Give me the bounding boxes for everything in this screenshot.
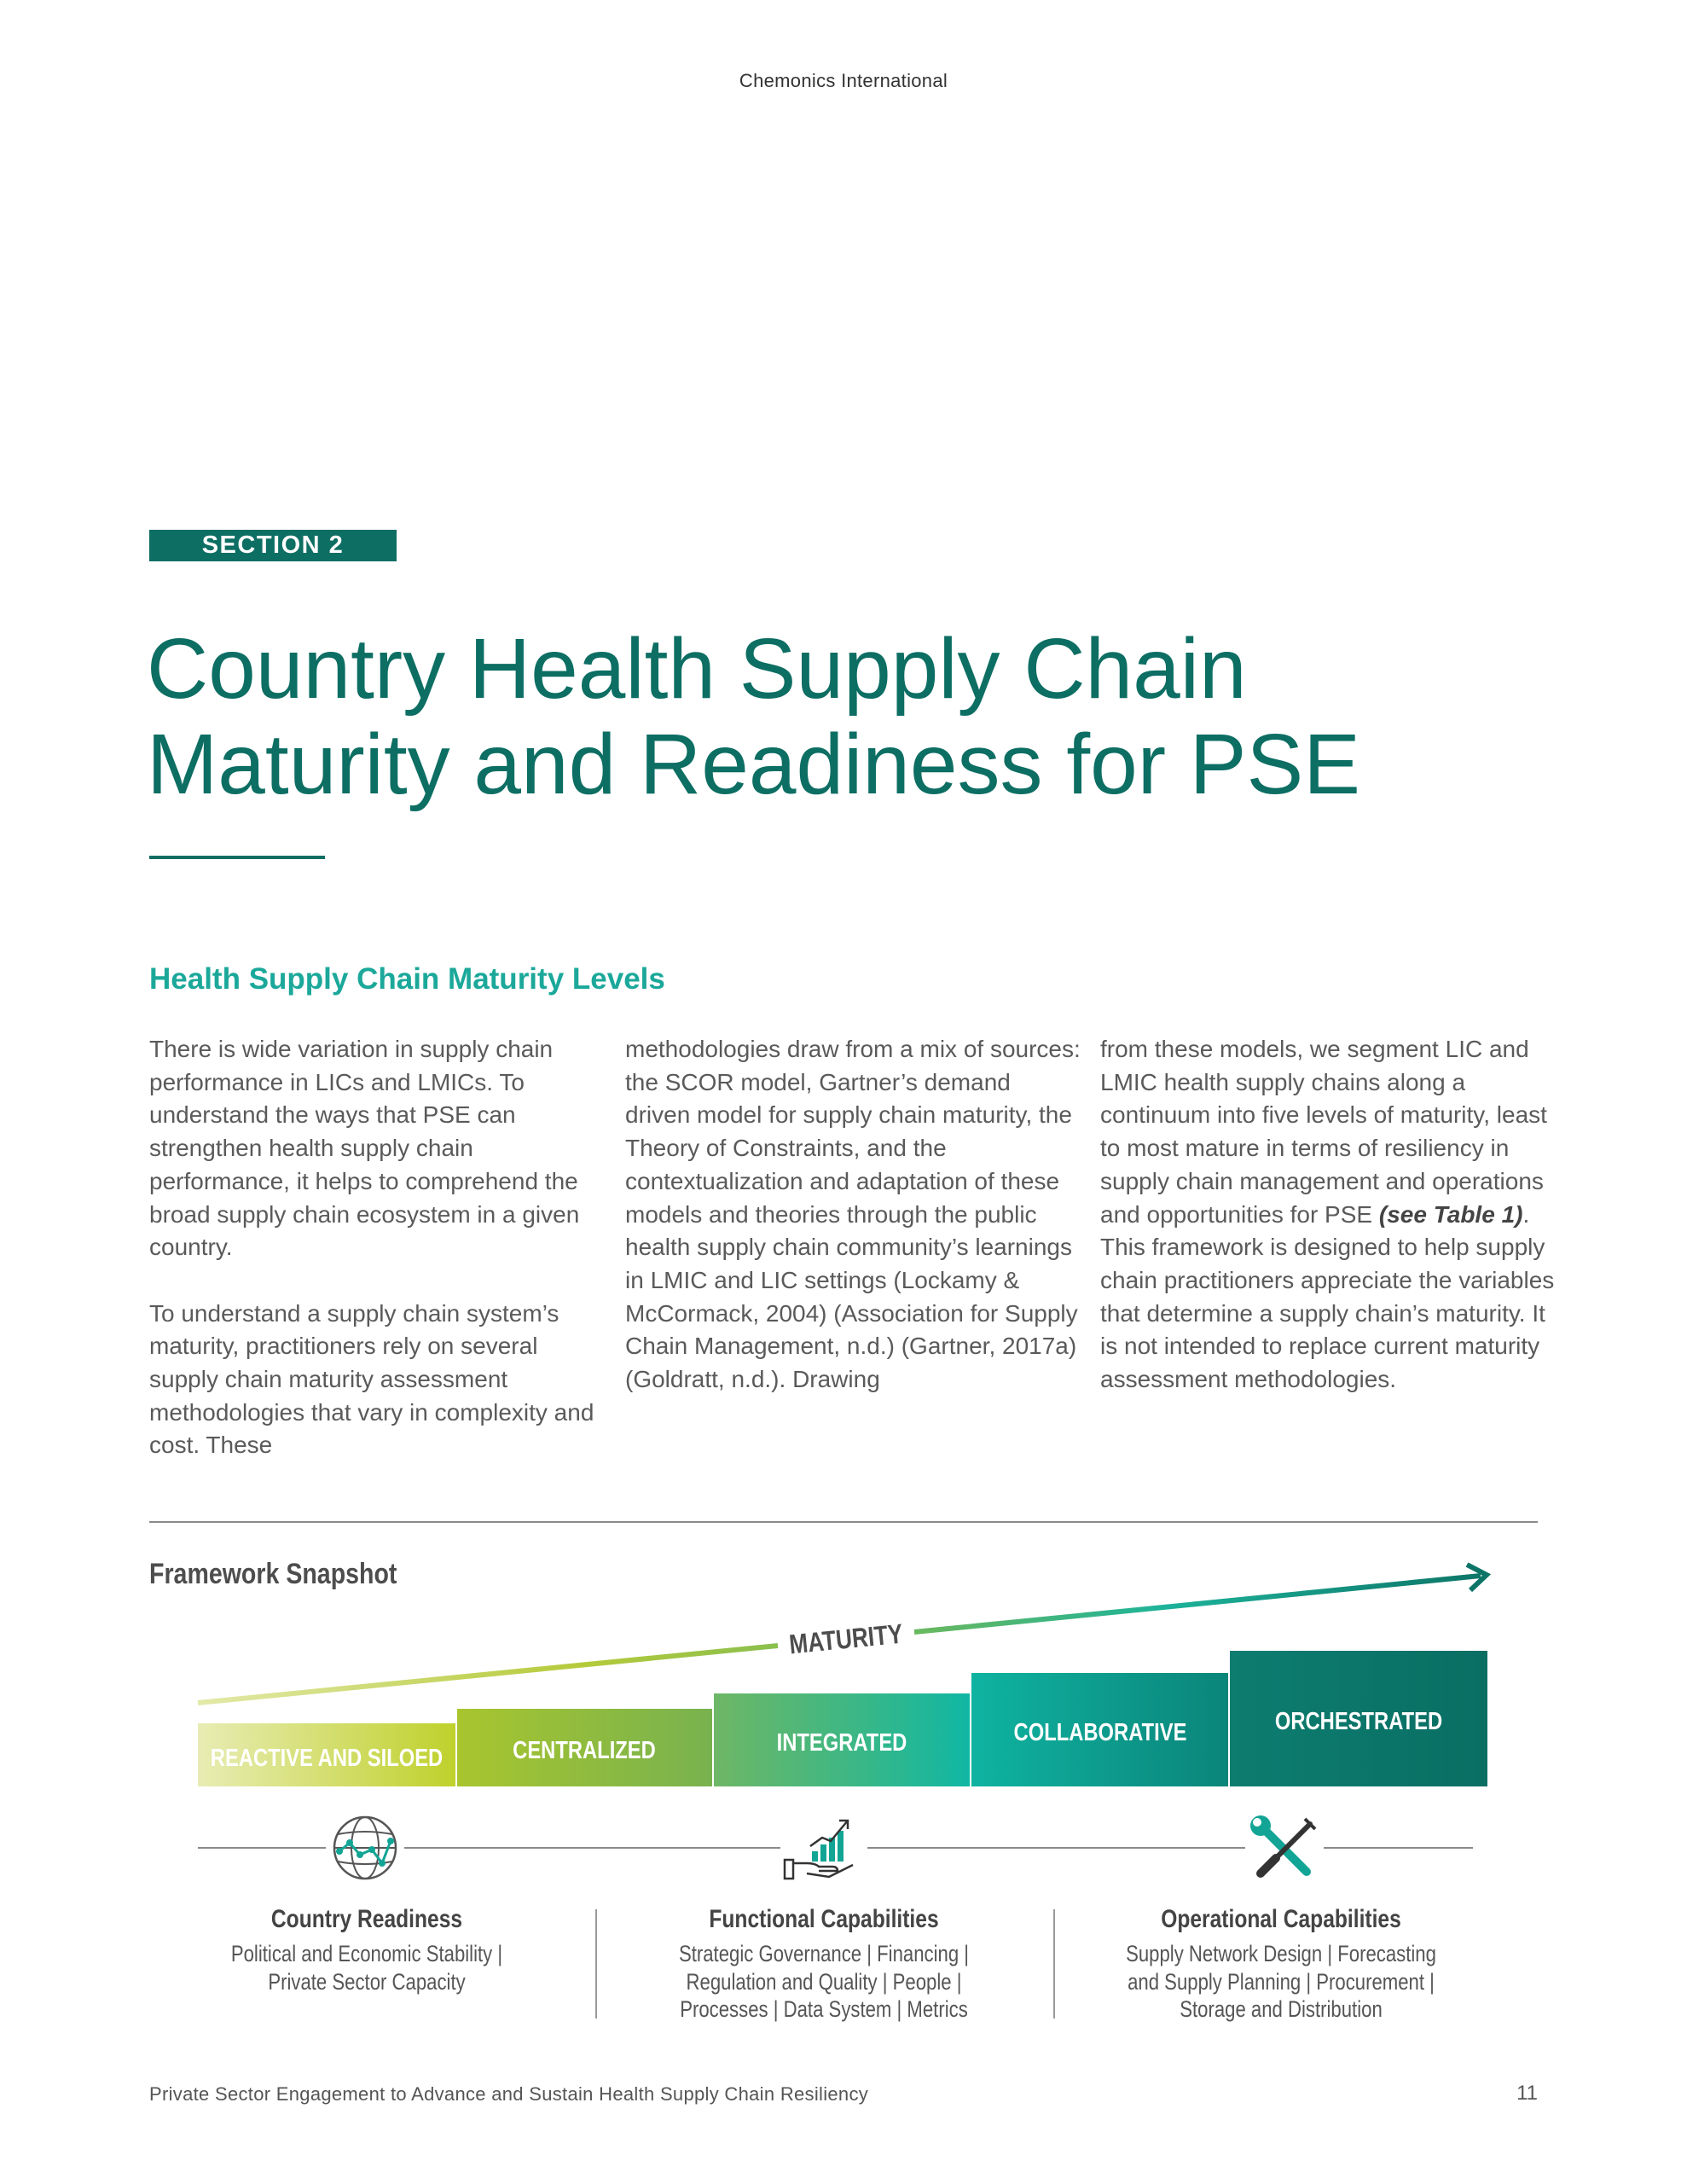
page-title-line-1: Country Health Supply Chain [147, 621, 1247, 717]
stage-label-centralized: CENTRALIZED [513, 1735, 656, 1764]
capability-body: Political and Economic Stability | Private Sector Capacity [230, 1941, 503, 1995]
capability-body: Supply Network Design | Forecasting and Supply Planning | Procurement | Storage and Distribution [1126, 1941, 1436, 2022]
capability-country-readiness [171, 1902, 563, 1995]
running-header: Chemonics International [739, 70, 948, 91]
capability-title: Operational Capabilities [1161, 1905, 1401, 1933]
maturity-arrow-line-left [198, 1646, 778, 1703]
capability-title: Functional Capabilities [709, 1905, 939, 1933]
globe-network-icon [334, 1817, 396, 1879]
capability-body: Strategic Governance | Financing | Regulation and Quality | People | Processes | Data System | Metrics [678, 1941, 970, 2022]
wrench-screwdriver-icon [1250, 1815, 1315, 1873]
capability-operational [1085, 1902, 1477, 2024]
stage-label-reactive: REACTIVE AND SILOED [210, 1743, 443, 1772]
framework-title: Framework Snapshot [149, 1558, 397, 1590]
body-paragraph: To understand a supply chain system’s maturity, practitioners rely on several supply chain maturity assessment methodologies that vary in complexity and cost. These [149, 1299, 594, 1459]
capability-title: Country Readiness [270, 1905, 463, 1933]
body-paragraph: There is wide variation in supply chain performance in LICs and LMICs. To understand the ways that PSE can strengthen health supply chain performance, it helps to comprehend the broad supply chain ecosystem in a given country. [149, 1036, 580, 1261]
stage-label-collaborative: COLLABORATIVE [1013, 1717, 1187, 1746]
capability-separator [595, 1909, 597, 2018]
table-reference-link[interactable]: (see Table 1) [1378, 1200, 1523, 1228]
hand-chart-icon [785, 1821, 853, 1879]
page-title-line-2: Maturity and Readiness for PSE [147, 717, 1360, 812]
body-text: from these models, we segment LIC and LMIC health supply chains along a continuum into five levels of maturity, least to most mature in terms of resiliency in supply chain management and operations and opportunities for PSE [1100, 1036, 1547, 1228]
section-subheading: Health Supply Chain Maturity Levels [149, 962, 665, 996]
maturity-label: MATURITY [787, 1619, 905, 1661]
maturity-arrow-line-right [914, 1576, 1481, 1632]
stage-label-integrated: INTEGRATED [776, 1728, 907, 1757]
body-paragraph: methodologies draw from a mix of sources: the SCOR model, Gartner’s demand driven model for supply chain maturity, the Theory of Constraints, and the contextualization and adaptation of these models and theories through the public health supply chain community’s learnings in LMIC and LIC settings (Lockamy & McCormack, 2004) (Association for Supply Chain Management, n.d.) (Gartner, 2017a) (Goldratt, n.d.). Drawing [625, 1036, 1081, 1393]
stage-label-orchestrated: ORCHESTRATED [1274, 1706, 1443, 1735]
maturity-stages [198, 1651, 1487, 1786]
page-number: 11 [1516, 2082, 1538, 2105]
section-tag: SECTION 2 [149, 530, 397, 561]
footer-title: Private Sector Engagement to Advance and Sustain Health Supply Chain Resiliency [149, 2083, 869, 2105]
capability-separator [1053, 1909, 1055, 2018]
body-text: . This framework is designed to help supply chain practitioners appreciate the variables that determine a supply chain’s maturity. It is not intended to replace current maturity assessment methodologies. [1100, 1200, 1555, 1393]
capability-functional [628, 1902, 1020, 2024]
